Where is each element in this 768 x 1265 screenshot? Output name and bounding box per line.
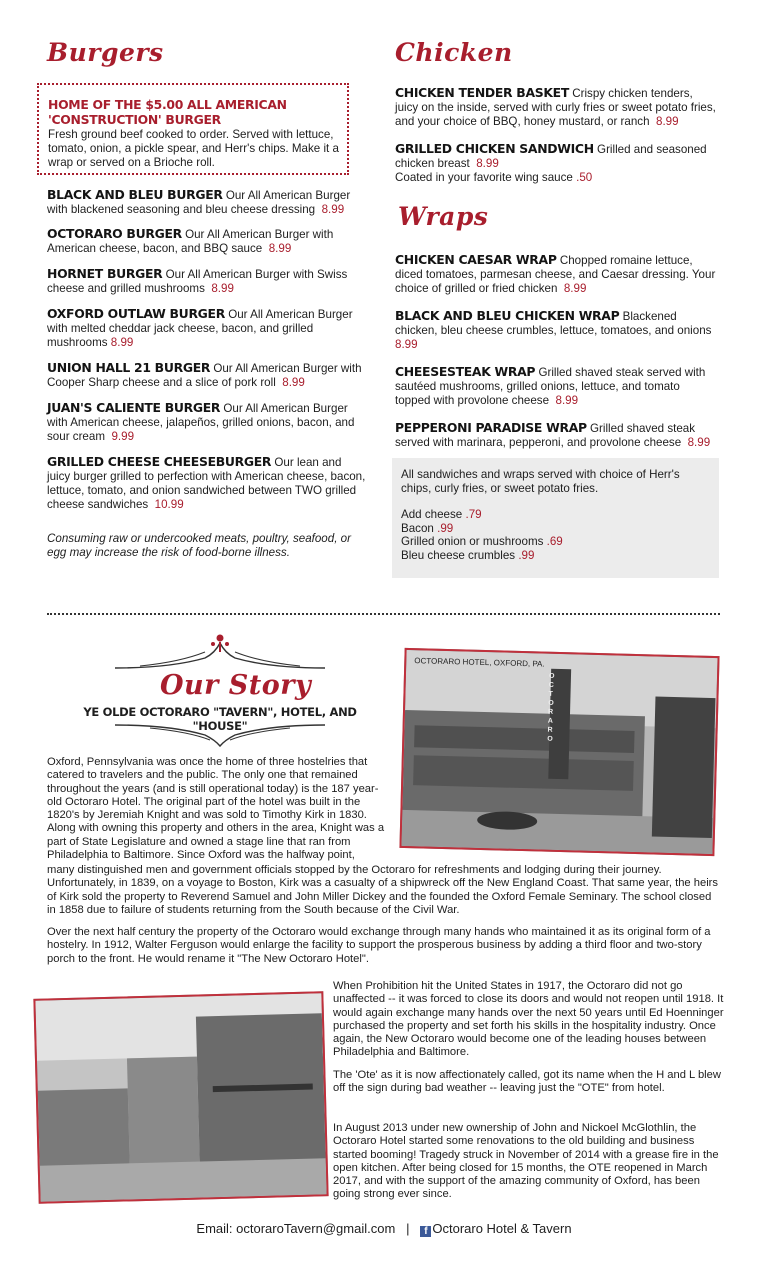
hotel-sign: OCTORARO xyxy=(547,672,555,743)
wraps-list xyxy=(395,253,718,450)
footer-email[interactable]: Email: octoraroTavern@gmail.com xyxy=(196,1221,396,1236)
menu-item: CHICKEN CAESAR WRAP Chopped romaine lettuce, diced tomatoes, parmesan cheese, and Caesar dressing. Your choice of grilled or fried chicken 8.99 xyxy=(395,252,716,295)
footer-separator: | xyxy=(406,1221,410,1236)
chicken-heading: Chicken xyxy=(395,38,513,67)
story-paragraph: In August 2013 under new ownership of John and Nickoel McGlothlin, the Octoraro Hotel started some renovations to the old building and business started booming! Tragedy struck in November of 2014 with a grease fire in the open kitchen. After being closed for 15 months, the OTE reopened in March 2017, and with the support of the amazing community of Oxford, has been going strong ever since. xyxy=(333,1122,719,1201)
menu-item: JUAN'S CALIENTE BURGER Our All American Burger with American cheese, jalapeños, grilled onions, bacon, and sour cream 9.99 xyxy=(47,400,355,443)
menu-item: OXFORD OUTLAW BURGER Our All American Burger with melted cheddar jack cheese, bacon, and grilled mushrooms 8.99 xyxy=(47,306,353,349)
street-photo xyxy=(33,991,328,1204)
menu-item: GRILLED CHICKEN SANDWICH Grilled and seasoned chicken breast 8.99 Coated in your favorite wing sauce .50 xyxy=(395,141,707,184)
ornament-bottom-icon xyxy=(110,720,330,750)
sides-note: All sandwiches and wraps served with choice of Herr's chips, curly fries, or sweet potato fries. xyxy=(401,468,680,495)
burgers-heading: Burgers xyxy=(47,38,164,67)
menu-item: BLACK AND BLEU CHICKEN WRAP Blackened chicken, bleu cheese crumbles, lettuce, tomatoes, and onions 8.99 xyxy=(395,308,712,351)
menu-item: CHICKEN TENDER BASKET Crispy chicken tenders, juicy on the inside, served with curly fries or sweet potato fries, and your choice of BBQ, honey mustard, or ranch 8.99 xyxy=(395,85,716,128)
footer-facebook-link[interactable]: Octoraro Hotel & Tavern xyxy=(432,1221,572,1236)
special-burger-box xyxy=(37,83,349,175)
facebook-icon: f xyxy=(420,1226,431,1237)
special-burger-desc: Fresh ground beef cooked to order. Served with lettuce, tomato, onion, a pickle spear, and Herr's chips. Make it a wrap or served on a Brioche roll. xyxy=(48,128,339,169)
wraps-heading: Wraps xyxy=(398,202,489,231)
special-burger-name: HOME OF THE $5.00 ALL AMERICAN 'CONSTRUCTION' BURGER xyxy=(48,97,287,127)
story-paragraph: When Prohibition hit the United States in 1917, the Octoraro did not go unaffected -- it was forced to close its doors and would not reopen until 1918. It would again exchange many hands over the next 50 years until Ed Hoenninger purchased the property and set forth his skills in the hospitality industry. Once again, the New Octoraro would become one of the leading houses between Philadelphia and Baltimore. xyxy=(333,980,724,1059)
addon-item: Bleu cheese crumbles .99 xyxy=(401,548,535,562)
addon-item: Add cheese .79 xyxy=(401,508,482,521)
section-divider xyxy=(47,613,720,615)
postcard-caption: OCTORARO HOTEL, OXFORD, PA. xyxy=(414,656,545,669)
chicken-list xyxy=(395,86,718,185)
addon-item: Bacon .99 xyxy=(401,521,454,535)
menu-item: HORNET BURGER Our All American Burger with Swiss cheese and grilled mushrooms 8.99 xyxy=(47,266,348,295)
story-paragraph: The 'Ote' as it is now affectionately called, got its name when the H and L blew off the sign during bad weather -- leaving just the "OTE" from hotel. xyxy=(333,1069,721,1095)
story-paragraph: many distinguished men and government officials stopped by the Octoraro for refreshments and lodging during their journey. Unfortunately, in 1839, on a voyage to Boston, Kirk was a casualty of a shipwreck off the New England Coast. That same year, the heirs of Kirk sold the property to Reverend Samuel and John Miller Dickey and the founded the Oxford Female Seminary. The school closed in 1858 due to failure of students returning from the South because of the Civil War. xyxy=(47,864,718,916)
menu-item: CHEESESTEAK WRAP Grilled shaved steak served with sautéed mushrooms, grilled onions, lettuce, and tomato topped with provolone cheese 8.99 xyxy=(395,364,706,407)
story-paragraph: Over the next half century the property of the Octoraro would exchange through many hands who maintained it as its original form of a hostelry. In 1912, Walter Ferguson would enlarge the facility to support the prosperous business by adding a third floor and two-story porch to the front. He would rename it "The New Octoraro Hotel". xyxy=(47,926,711,965)
menu-item: OCTORARO BURGER Our All American Burger with American cheese, bacon, and BBQ sauce 8.99 xyxy=(47,226,334,255)
menu-item: GRILLED CHEESE CHEESEBURGER Our lean and juicy burger grilled to perfection with American cheese, bacon, lettuce, tomato, and onion sandwiched between TWO grilled cheese sandwiches 10.99 xyxy=(47,454,366,511)
burger-list xyxy=(47,188,367,560)
menu-item: BLACK AND BLEU BURGER Our All American Burger with blackened seasoning and bleu cheese dressing 8.99 xyxy=(47,187,351,216)
story-subtitle: YE OLDE OCTORARO "TAVERN", HOTEL, AND "HOUSE" xyxy=(83,705,357,733)
food-safety-disclaimer: Consuming raw or undercooked meats, poultry, seafood, or egg may increase the risk of food-borne illness. xyxy=(47,532,351,559)
ornament-top-icon xyxy=(110,628,330,673)
story-heading: Our Story xyxy=(160,670,312,701)
menu-item: UNION HALL 21 BURGER Our All American Burger with Cooper Sharp cheese and a slice of pork roll 8.99 xyxy=(47,360,362,389)
footer xyxy=(0,1221,768,1237)
story-paragraph: Oxford, Pennsylvania was once the home of three hostelries that catered to travelers and the public. The only one that remained throughout the years (and is still operational today) is the 187 year-old Octoraro Hotel. The original part of the hotel was built in the 1820's by Jeremiah Knight and was sold to Timothy Kirk in 1830. Along with owning this property and others in the area, Knight was a part of State Legislature and owned a stage line that ran from Philadelphia to Baltimore. Since Oxford was the halfway point, xyxy=(47,756,385,862)
menu-item: PEPPERONI PARADISE WRAP Grilled shaved steak served with marinara, pepperoni, and provolone cheese 8.99 xyxy=(395,420,711,449)
addon-item: Grilled onion or mushrooms .69 xyxy=(401,535,563,548)
sides-and-addons-panel xyxy=(392,458,719,578)
hotel-postcard-photo xyxy=(399,648,719,856)
